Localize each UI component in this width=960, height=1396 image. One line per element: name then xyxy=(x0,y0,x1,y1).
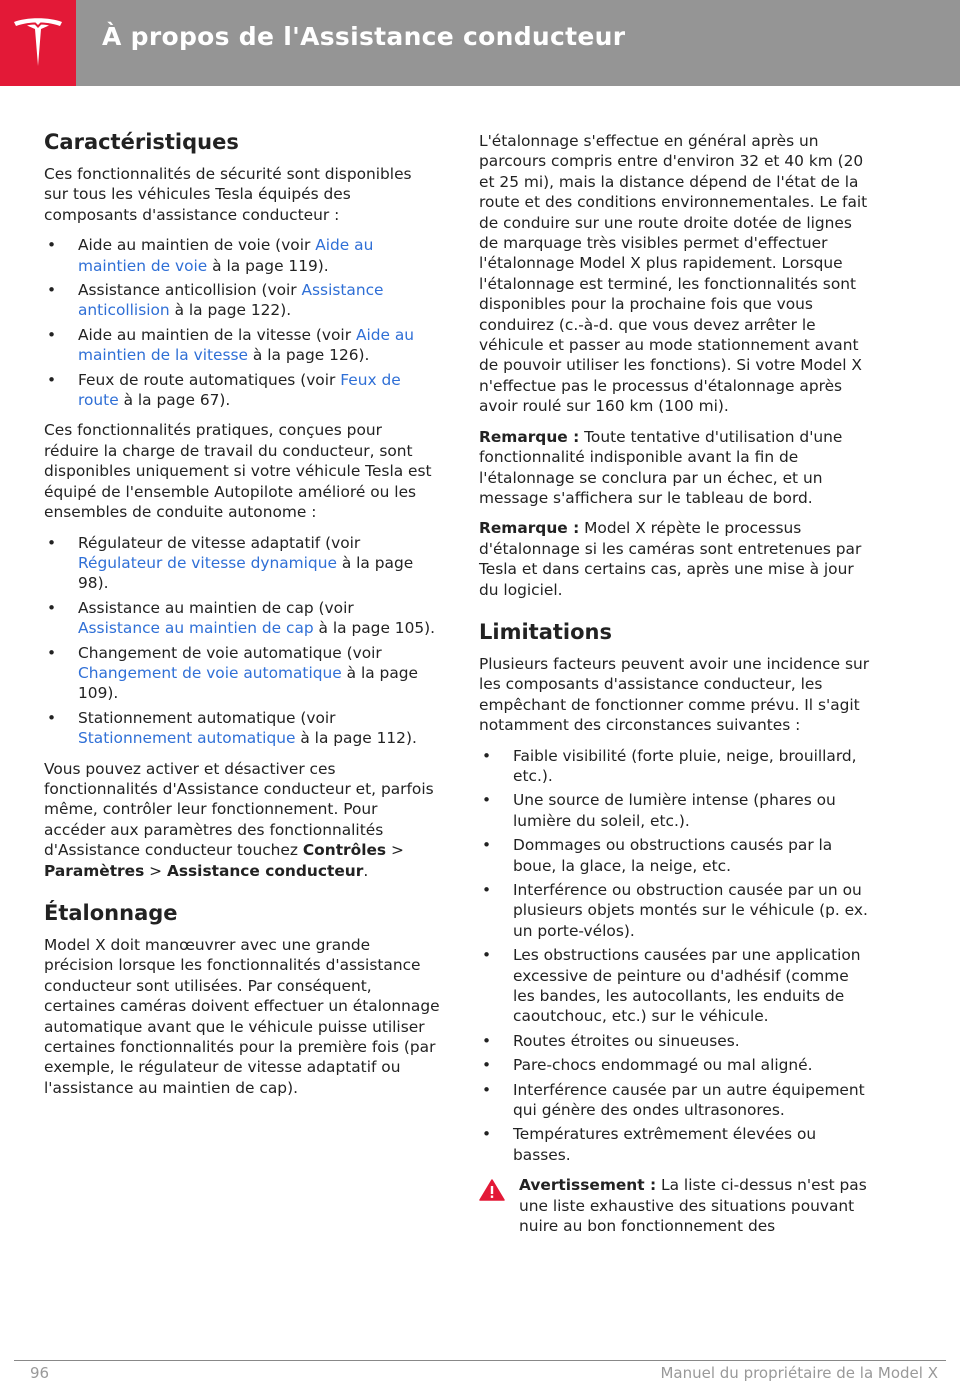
page-number: 96 xyxy=(30,1364,50,1382)
list-item: • Interférence causée par un autre équipement qui génère des ondes ultrasonores. xyxy=(482,1080,865,1120)
menu-path-controles: Contrôles xyxy=(302,841,387,860)
link-aide-maintien-vitesse[interactable]: Aide au maintien de la vitesse xyxy=(78,325,415,365)
page-header xyxy=(0,0,960,86)
link-regulateur-vitesse[interactable]: Régulateur de vitesse dynamique xyxy=(78,553,337,572)
warning-callout: Avertissement : La liste ci-dessus n'est pas une liste exhaustive des situations pouvant nuire au bon fonctionnement des xyxy=(479,1175,875,1236)
calibration-paragraph-1: Model X doit manœuvrer avec une grande précision lorsque les fonctionnalités d'assistance conducteur sont utilisées. Par conséquent, certaines caméras doivent effectuer un étalonnage automatique avant que le véhicule puisse utiliser certaines fonctionnalités pour la première fois (par exemple, le régulateur de vitesse adaptatif ou l'assistance au maintien de cap). xyxy=(44,936,440,1097)
list-item: • Les obstructions causées par une application excessive de peinture ou d'adhésif (comme les bandes, les autocollants, les enduits de caoutchouc, etc.) sur le véhicule. xyxy=(482,946,861,1026)
link-assistance-anticollision[interactable]: Assistance anticollision xyxy=(78,281,384,320)
list-item: • Feux de route automatiques (voir Feux de route à la page 67). xyxy=(47,370,401,410)
convenience-features-list xyxy=(44,533,440,749)
link-maintien-cap[interactable]: Assistance au maintien de cap xyxy=(78,619,314,638)
list-item: • Assistance au maintien de cap (voir Assistance au maintien de cap à la page 105). xyxy=(47,598,436,638)
menu-path-assistance: Assistance conducteur xyxy=(166,861,364,880)
link-stationnement[interactable]: Stationnement automatique xyxy=(78,729,296,748)
calibration-note-1: Remarque : Toute tentative d'utilisation d'une fonctionnalité indisponible avant la fin de l'étalonnage se conclura par un échec, et un message s'affichera sur le tableau de bord. xyxy=(479,427,843,507)
link-aide-maintien-voie[interactable]: Aide au maintien de voie xyxy=(78,236,374,275)
list-item: • Dommages ou obstructions causés par la boue, la glace, la neige, etc. xyxy=(482,836,833,875)
list-item: • Aide au maintien de voie (voir Aide au maintien de voie à la page 119). xyxy=(47,236,374,275)
list-item: • Températures extrêmement élevées ou basses. xyxy=(482,1125,817,1164)
link-feux-de-route[interactable]: Feux de route xyxy=(78,370,401,410)
limitations-intro: Plusieurs facteurs peuvent avoir une incidence sur les composants d'assistance conducteur, les empêchant de fonctionner comme prévu. Il s'agit notamment des circonstances suivantes : xyxy=(479,654,870,735)
calibration-paragraph-2: L'étalonnage s'effectue en général après un parcours compris entre d'environ 32 et 40 km (20 et 25 mi), mais la distance dépend de l'état de la route et des conditions environnementales. Le fait de conduire sur une route droite dotée de lignes de marquage très visibles permet d'effectuer l'étalonnage Model X plus rapidement. Lorsque l'étalonnage est terminé, les fonctionnalités sont disponibles pour la prochaine fois que vous conduirez (c.-à-d. que vous devez arrêter le véhicule et passer au mode stationnement avant de pouvoir utiliser les fonctions). Si votre Model X n'effectue pas le processus d'étalonnage après avoir roulé sur 160 km (100 mi). xyxy=(479,132,868,416)
list-item: • Régulateur de vitesse adaptatif (voir Régulateur de vitesse dynamique à la page 98). xyxy=(47,533,414,593)
features-heading: Caractéristiques xyxy=(44,130,239,154)
list-item: • Routes étroites ou sinueuses. xyxy=(482,1031,740,1050)
tesla-logo-icon xyxy=(12,16,64,70)
list-item: • Faible visibilité (forte pluie, neige, brouillard, etc.). xyxy=(482,746,857,785)
footer-divider xyxy=(14,1360,946,1361)
limitations-heading: Limitations xyxy=(479,619,612,644)
tesla-logo xyxy=(0,0,76,86)
manual-title: Manuel du propriétaire de la Model X xyxy=(660,1364,938,1382)
limitations-list xyxy=(479,746,875,1166)
right-column xyxy=(479,131,875,1247)
list-item: • Changement de voie automatique (voir Changement de voie automatique à la page 109). xyxy=(47,643,418,703)
calibration-note-2: Remarque : Model X répète le processus d'étalonnage si les caméras sont entretenues par Tesla et dans certains cas, après une mise à jour du logiciel. xyxy=(479,519,862,599)
safety-features-list xyxy=(44,235,440,410)
settings-paragraph: Vous pouvez activer et désactiver ces fonctionnalités d'Assistance conducteur et, parfois même, contrôler leur fonctionnement. Pour accéder aux paramètres des fonctionnalités d'Assistance conducteur touchez Contrôles > Paramètres > Assistance conducteur. xyxy=(44,759,434,880)
list-item: • Aide au maintien de la vitesse (voir Aide au maintien de la vitesse à la page 126). xyxy=(47,325,415,365)
list-item: • Assistance anticollision (voir Assistance anticollision à la page 122). xyxy=(47,281,384,320)
menu-path-parametres: Paramètres xyxy=(44,861,145,880)
warning-icon xyxy=(479,1179,505,1201)
list-item: • Interférence ou obstruction causée par un ou plusieurs objets montés sur le véhicule (p. ex. un porte-vélos). xyxy=(482,881,868,940)
left-column xyxy=(44,128,440,1108)
features-intro: Ces fonctionnalités de sécurité sont disponibles sur tous les véhicules Tesla équipés des composants d'assistance conducteur : xyxy=(44,165,412,224)
link-changement-voie[interactable]: Changement de voie automatique xyxy=(78,663,342,682)
list-item: • Pare-chocs endommagé ou mal aligné. xyxy=(482,1056,813,1075)
convenience-intro: Ces fonctionnalités pratiques, conçues pour réduire la charge de travail du conducteur, sont disponibles uniquement si votre véhicule Tesla est équipé de l'ensemble Autopilote amélioré ou les ensembles de conduite autonome : xyxy=(44,421,432,522)
page-title: À propos de l'Assistance conducteur xyxy=(102,22,626,51)
calibration-heading: Étalonnage xyxy=(44,901,178,925)
list-item: • Stationnement automatique (voir Stationnement automatique à la page 112). xyxy=(47,708,417,748)
list-item: • Une source de lumière intense (phares ou lumière du soleil, etc.). xyxy=(482,791,836,830)
